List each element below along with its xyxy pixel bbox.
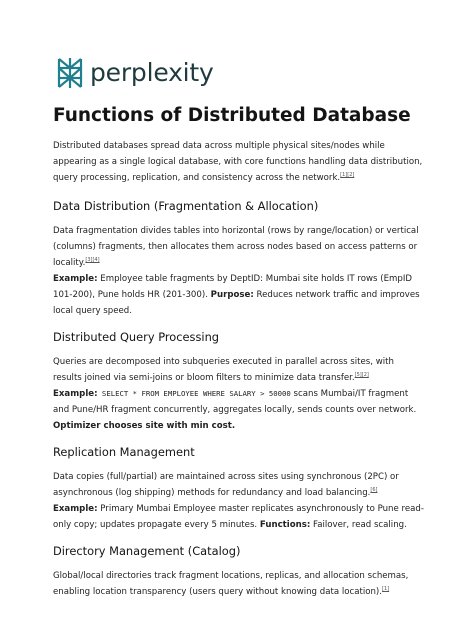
section-heading: Directory Management (Catalog) [53,544,241,558]
citation-link[interactable]: [1] [382,586,390,593]
body-text: Data copies (full/partial) are maintained across sites using synchronous (2PC) or asynchronous (log shipping) methods for redundancy and load balancing. [53,472,399,498]
citation-link[interactable]: [1][2] [340,172,355,179]
example-paragraph [53,501,425,533]
section-heading: Data Distribution (Fragmentation & Allocation) [53,199,319,213]
example-text: Primary Mumbai Employee master replicates asynchronously to Pune read-only copy; updates propagate every 5 minutes. [53,504,424,530]
section-body [53,469,425,501]
functions-text: Failover, read scaling. [310,520,407,530]
perplexity-logo [57,56,214,90]
section-body [53,568,425,600]
section-heading: Distributed Query Processing [53,330,220,344]
section-directory-management [53,543,425,600]
example-code: SELECT * FROM EMPLOYEE WHERE SALARY > 50000 [97,389,291,398]
optimizer-line [53,418,425,434]
body-text: Queries are decomposed into subqueries executed in parallel across sites, with results joined via semi-joins or bloom filters to minimize data transfer. [53,357,394,383]
example-text: Employee table fragments by DeptID: Mumbai site holds IT rows (EmpID 101-200), Pune holds HR (201-300). [53,274,412,300]
perplexity-logo-icon [57,57,83,89]
section-body [53,354,425,386]
example-paragraph [53,386,425,418]
example-text: scans Mumbai/IT fragment and Pune/HR fragment concurrently, aggregates locally, sends counts over network. [53,389,417,415]
intro-paragraph [53,138,425,186]
purpose-label: Purpose: [210,290,254,300]
logo-wordmark: perplexity [90,58,214,87]
section-replication [53,444,425,533]
body-text: Global/local directories track fragment locations, replicas, and allocation schemas, enabling location transparency (users query without knowing data location). [53,571,409,597]
section-query-processing [53,329,425,434]
section-body [53,223,425,271]
body-text: Data fragmentation divides tables into horizontal (rows by range/location) or vertical (columns) fragments, then allocates them across nodes based on access patterns or locality. [53,226,419,268]
citation-link[interactable]: [6] [370,487,378,494]
page-title: Functions of Distributed Database [53,105,411,126]
example-label: Example: [53,504,98,514]
example-label: Example: [53,389,98,399]
section-data-distribution [53,198,425,319]
example-paragraph [53,271,425,319]
purpose-text: Reduces network traffic and improves local query speed. [53,290,420,316]
example-label: Example: [53,274,98,284]
article [53,104,425,600]
functions-label: Functions: [259,520,311,530]
section-heading: Replication Management [53,445,195,459]
intro-text: Distributed databases spread data across multiple physical sites/nodes while appearing as a single logical database, with core functions handling data distribution, query processing, replication, and consistency across the network. [53,141,423,183]
citation-link[interactable]: [5][2] [354,372,369,379]
optimizer-text: Optimizer chooses site with min cost. [53,421,236,431]
citation-link[interactable]: [3][4] [85,257,100,264]
